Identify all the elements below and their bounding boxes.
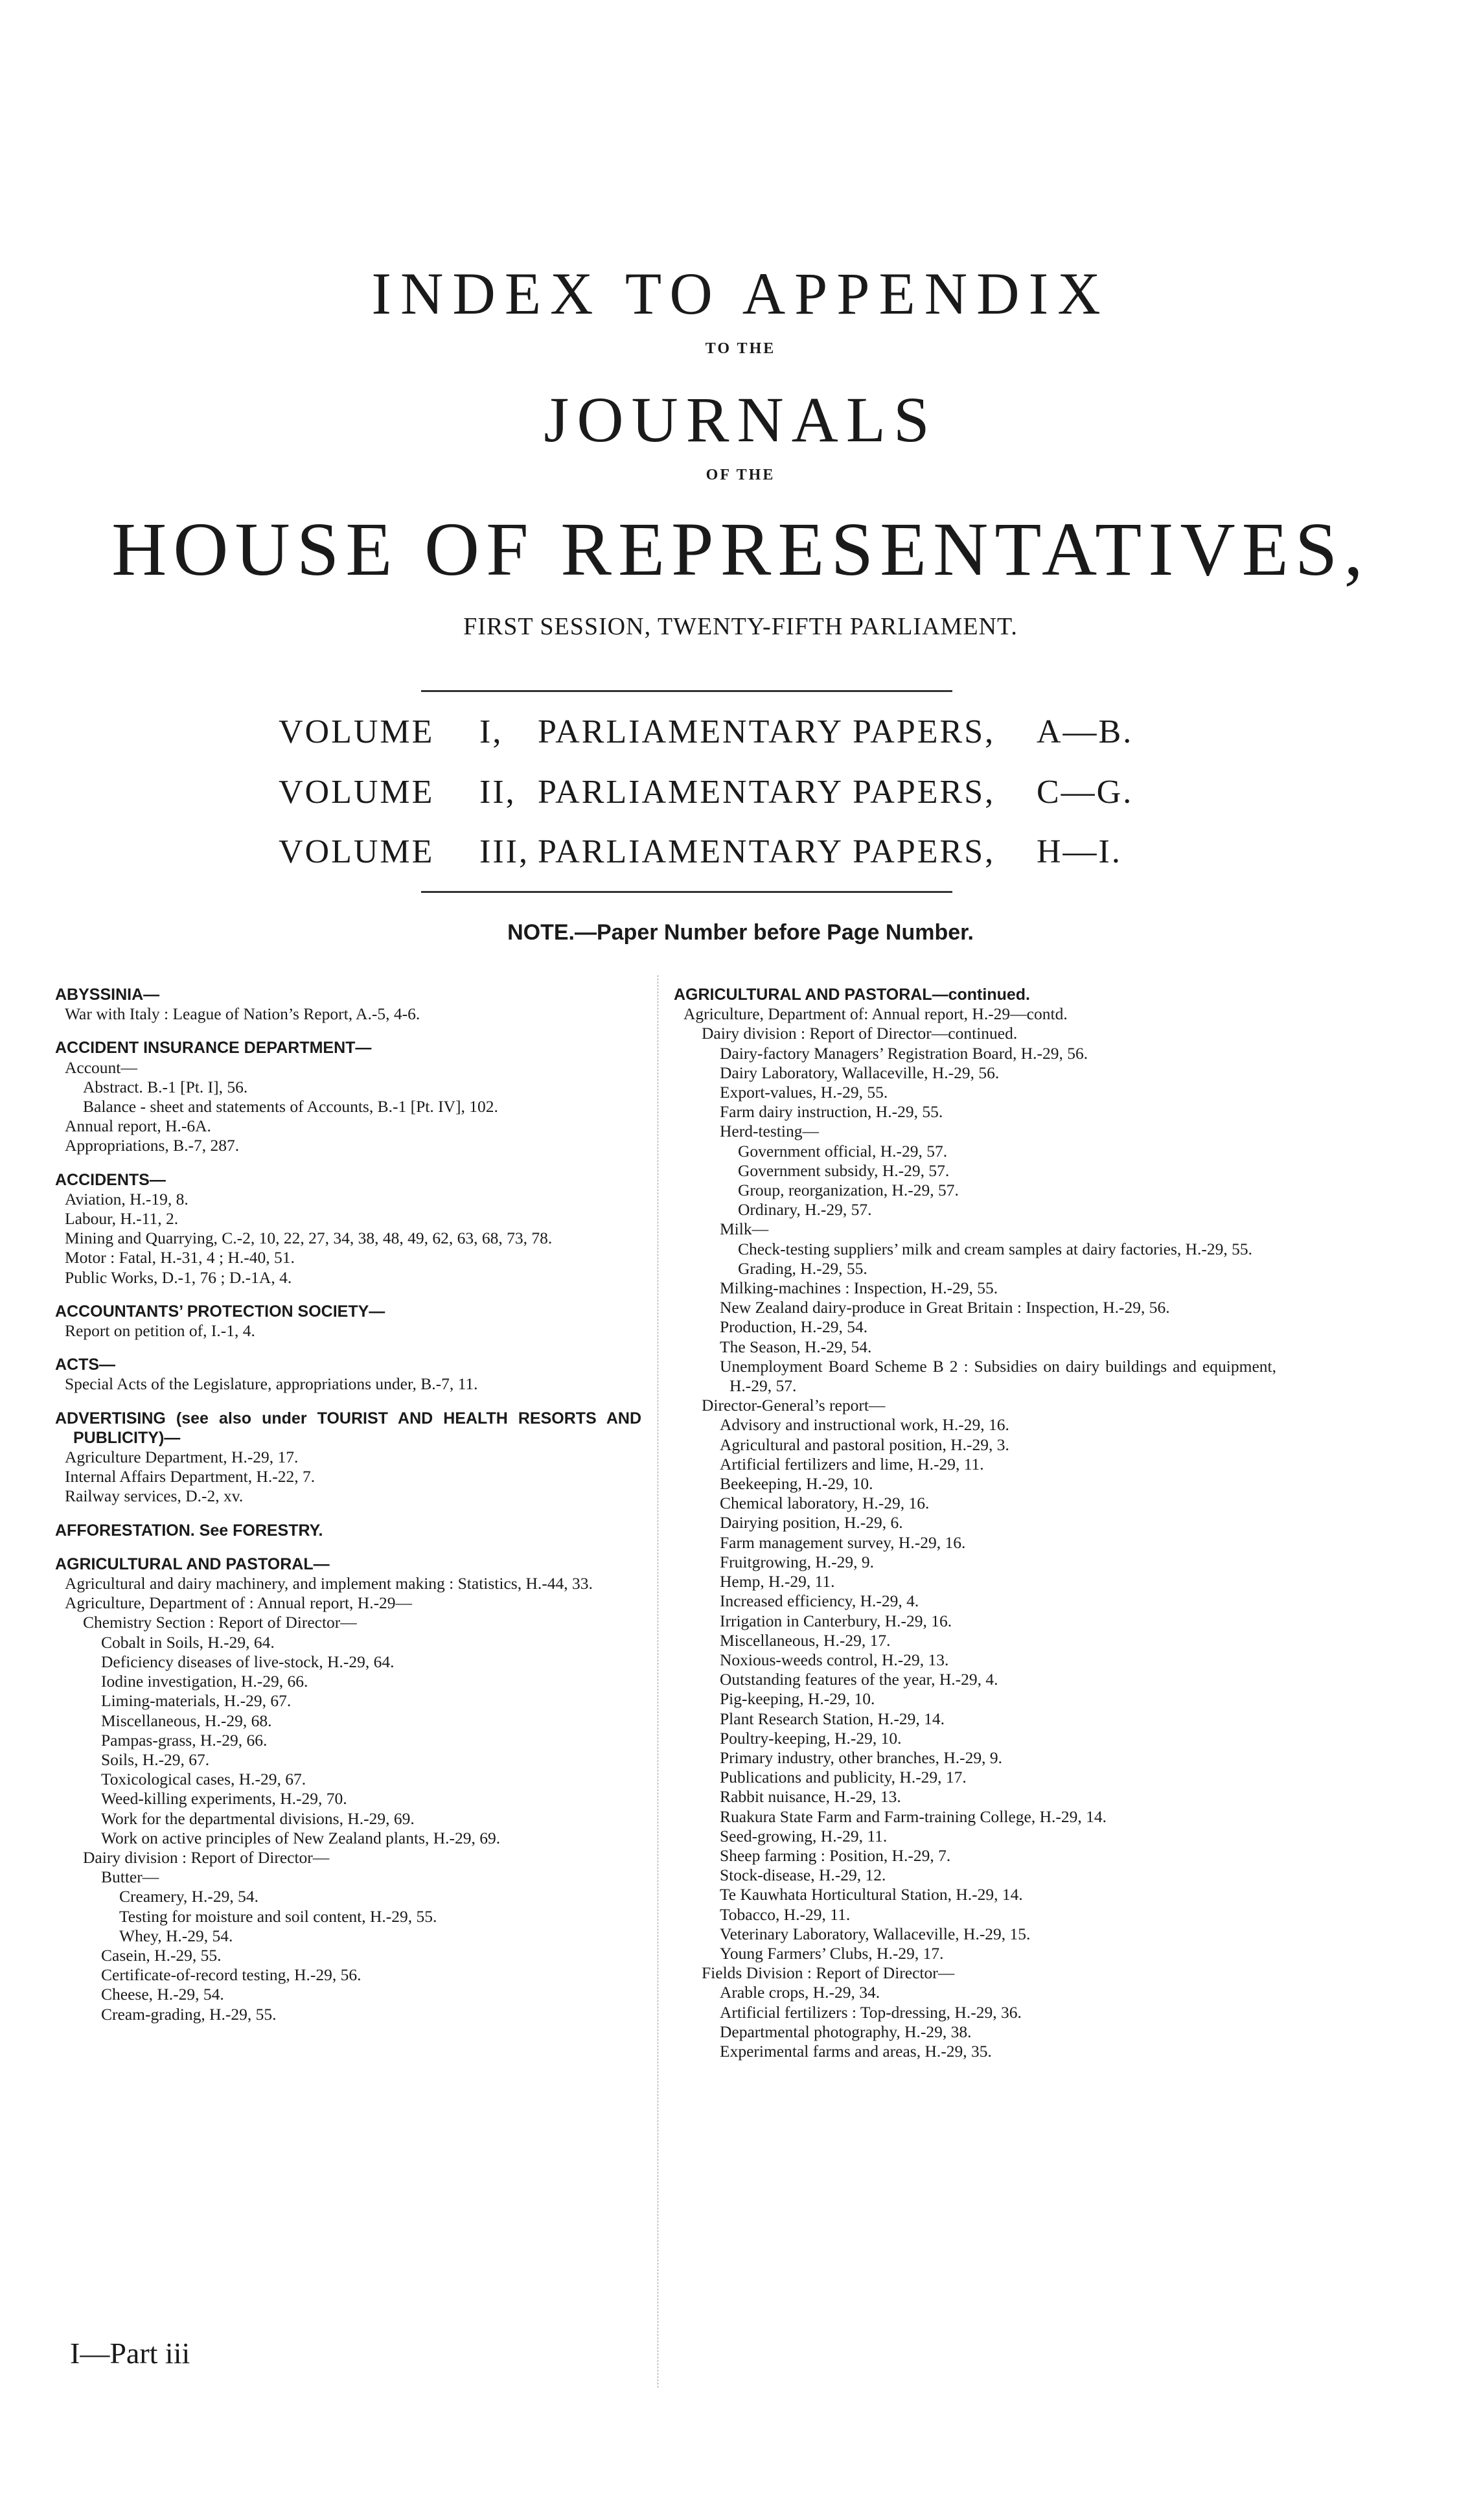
index-entry: Work on active principles of New Zealand plants, H.-29, 69. xyxy=(101,1828,501,1847)
index-entry: Aviation, H.-19, 8. xyxy=(65,1189,189,1208)
index-entry: Mining and Quarrying, C.-2, 10, 22, 27, 34, 38, 48, 49, 62, 63, 68, 73, 78. xyxy=(65,1229,553,1248)
index-entry: New Zealand dairy-produce in Great Britain : Inspection, H.-29, 56. xyxy=(720,1298,1170,1317)
index-entry: Agriculture Department, H.-29, 17. xyxy=(65,1448,299,1467)
volume-number: II, xyxy=(479,774,516,811)
index-entry: Public Works, D.-1, 76 ; D.-1A, 4. xyxy=(65,1267,292,1287)
volume-line-3 xyxy=(279,833,1122,871)
index-heading: AGRICULTURAL AND PASTORAL—continued. xyxy=(674,986,1030,1004)
index-entry: Noxious-weeds control, H.-29, 13. xyxy=(720,1650,949,1669)
index-entry: Rabbit nuisance, H.-29, 13. xyxy=(720,1787,901,1807)
index-entry: Government official, H.-29, 57. xyxy=(738,1141,948,1161)
title-index-to-appendix: INDEX TO APPENDIX xyxy=(371,260,1110,327)
index-entry: Hemp, H.-29, 11. xyxy=(720,1572,835,1591)
index-entry: Ordinary, H.-29, 57. xyxy=(738,1200,872,1220)
index-entry: Annual report, H.-6A. xyxy=(65,1116,211,1136)
index-entry: Dairy Laboratory, Wallaceville, H.-29, 56. xyxy=(720,1063,1000,1082)
index-entry: Milk— xyxy=(720,1220,769,1239)
index-entry: War with Italy : League of Nation’s Report, A.-5, 4-6. xyxy=(65,1004,420,1024)
index-entry: Arable crops, H.-29, 34. xyxy=(720,1983,880,2002)
index-entry: Unemployment Board Scheme B 2 : Subsidies on dairy buildings and equipment, H.-29, 57. xyxy=(720,1356,1276,1396)
title-house-of-representatives: HOUSE OF REPRESENTATIVES, xyxy=(111,507,1370,592)
index-entry: Stock-disease, H.-29, 12. xyxy=(720,1866,886,1885)
index-entry: Artificial fertilizers : Top-dressing, H.-29, 36. xyxy=(720,2002,1022,2022)
index-entry: Miscellaneous, H.-29, 17. xyxy=(720,1630,891,1650)
volume-line-1 xyxy=(279,713,1133,751)
index-entry: Publications and publicity, H.-29, 17. xyxy=(720,1768,967,1787)
note-line: NOTE.—Paper Number before Page Number. xyxy=(507,920,974,945)
index-entry: The Season, H.-29, 54. xyxy=(720,1337,872,1356)
footer-part-label: I—Part iii xyxy=(70,2337,190,2370)
index-entry: Increased efficiency, H.-29, 4. xyxy=(720,1591,919,1611)
index-heading: ACCOUNTANTS’ PROTECTION SOCIETY— xyxy=(55,1302,385,1321)
top-rule xyxy=(421,690,952,692)
index-entry: Dairying position, H.-29, 6. xyxy=(720,1513,903,1532)
index-entry: Agriculture, Department of: Annual report, H.-29—contd. xyxy=(683,1004,1068,1024)
index-entry: Testing for moisture and soil content, H.-29, 55. xyxy=(119,1906,437,1926)
index-entry: Iodine investigation, H.-29, 66. xyxy=(101,1672,308,1691)
index-entry: Government subsidy, H.-29, 57. xyxy=(738,1161,950,1180)
volume-range: H—I. xyxy=(1037,833,1122,870)
index-entry: Weed-killing experiments, H.-29, 70. xyxy=(101,1789,347,1809)
index-entry: Veterinary Laboratory, Wallaceville, H.-29, 15. xyxy=(720,1924,1031,1943)
volume-line-2 xyxy=(279,773,1133,811)
index-entry: Herd-testing— xyxy=(720,1122,819,1141)
index-entry: Dairy division : Report of Director—continued. xyxy=(702,1024,1018,1043)
index-entry: Special Acts of the Legislature, appropriations under, B.-7, 11. xyxy=(65,1374,478,1394)
index-entry: Soils, H.-29, 67. xyxy=(101,1750,210,1769)
index-entry: Farm management survey, H.-29, 16. xyxy=(720,1532,966,1552)
index-entry: Export-values, H.-29, 55. xyxy=(720,1083,888,1102)
index-entry: Pampas-grass, H.-29, 66. xyxy=(101,1730,268,1750)
index-entry: Milking-machines : Inspection, H.-29, 55. xyxy=(720,1278,998,1298)
index-entry: Check-testing suppliers’ milk and cream samples at dairy factories, H.-29, 55. xyxy=(738,1239,1253,1258)
volume-papers: PARLIAMENTARY PAPERS, xyxy=(538,833,996,870)
index-entry: Grading, H.-29, 55. xyxy=(738,1258,867,1278)
index-entry: Young Farmers’ Clubs, H.-29, 17. xyxy=(720,1943,944,1963)
index-heading: ABYSSINIA— xyxy=(55,986,160,1004)
index-entry: Primary industry, other branches, H.-29, 9. xyxy=(720,1748,1003,1767)
bottom-rule xyxy=(421,891,952,893)
volume-range: C—G. xyxy=(1037,774,1134,811)
index-entry: Seed-growing, H.-29, 11. xyxy=(720,1826,888,1845)
index-entry: Account— xyxy=(65,1058,137,1077)
index-entry: Work for the departmental divisions, H.-29, 69. xyxy=(101,1809,415,1828)
volume-papers: PARLIAMENTARY PAPERS, xyxy=(538,713,996,750)
index-column-left xyxy=(55,985,641,2024)
index-entry: Appropriations, B.-7, 287. xyxy=(65,1136,240,1155)
index-entry: Farm dairy instruction, H.-29, 55. xyxy=(720,1102,943,1122)
index-column-right xyxy=(674,985,1276,2061)
index-entry: Ruakura State Farm and Farm-training College, H.-29, 14. xyxy=(720,1807,1107,1826)
index-entry: Outstanding features of the year, H.-29, 4. xyxy=(720,1670,998,1689)
index-heading: AGRICULTURAL AND PASTORAL— xyxy=(55,1555,330,1573)
index-entry: Casein, H.-29, 55. xyxy=(101,1945,222,1965)
index-entry: Artificial fertilizers and lime, H.-29, 11. xyxy=(720,1454,984,1474)
volume-label: VOLUME xyxy=(279,713,435,750)
index-entry: Deficiency diseases of live-stock, H.-29, 64. xyxy=(101,1652,395,1671)
index-entry: Poultry-keeping, H.-29, 10. xyxy=(720,1728,902,1748)
index-entry: Labour, H.-11, 2. xyxy=(65,1209,179,1229)
index-entry: Toxicological cases, H.-29, 67. xyxy=(101,1770,306,1789)
volume-papers: PARLIAMENTARY PAPERS, xyxy=(538,774,996,811)
index-entry: Balance - sheet and statements of Accounts, B.-1 [Pt. IV], 102. xyxy=(83,1097,498,1116)
index-entry: Experimental farms and areas, H.-29, 35. xyxy=(720,2041,992,2061)
index-entry: Cream-grading, H.-29, 55. xyxy=(101,2004,277,2024)
title-of-the: OF THE xyxy=(706,467,775,483)
index-entry: Beekeeping, H.-29, 10. xyxy=(720,1474,873,1494)
index-heading: ACCIDENT INSURANCE DEPARTMENT— xyxy=(55,1039,372,1058)
index-heading: ADVERTISING (see also under TOURIST AND HEALTH RESORTS AND PUBLICITY)— xyxy=(55,1409,641,1447)
index-entry: Dairy division : Report of Director— xyxy=(83,1847,330,1867)
index-entry: Abstract. B.-1 [Pt. I], 56. xyxy=(83,1077,248,1096)
index-entry: Sheep farming : Position, H.-29, 7. xyxy=(720,1845,951,1865)
session-line: FIRST SESSION, TWENTY-FIFTH PARLIAMENT. xyxy=(463,613,1018,640)
index-entry: Departmental photography, H.-29, 38. xyxy=(720,2022,972,2041)
index-entry: Plant Research Station, H.-29, 14. xyxy=(720,1709,945,1728)
index-entry: Liming-materials, H.-29, 67. xyxy=(101,1691,292,1711)
index-entry: Certificate-of-record testing, H.-29, 56. xyxy=(101,1965,362,1985)
index-heading: ACCIDENTS— xyxy=(55,1170,166,1189)
index-entry: Fields Division : Report of Director— xyxy=(702,1963,955,1983)
index-entry: Agricultural and dairy machinery, and implement making : Statistics, H.-44, 33. xyxy=(65,1574,593,1593)
index-entry: Dairy-factory Managers’ Registration Board, H.-29, 56. xyxy=(720,1043,1088,1063)
index-entry: Agricultural and pastoral position, H.-29, 3. xyxy=(720,1435,1009,1454)
index-entry: Motor : Fatal, H.-31, 4 ; H.-40, 51. xyxy=(65,1248,295,1267)
index-entry: Advisory and instructional work, H.-29, 16. xyxy=(720,1415,1009,1435)
index-entry: Internal Affairs Department, H.-22, 7. xyxy=(65,1467,316,1486)
volume-label: VOLUME xyxy=(279,774,435,811)
index-entry: Chemistry Section : Report of Director— xyxy=(83,1613,357,1632)
volume-number: I, xyxy=(479,713,503,750)
index-entry: Cobalt in Soils, H.-29, 64. xyxy=(101,1632,275,1652)
index-entry: Irrigation in Canterbury, H.-29, 16. xyxy=(720,1611,952,1630)
volume-number: III, xyxy=(479,833,529,870)
index-entry: Group, reorganization, H.-29, 57. xyxy=(738,1181,959,1200)
index-entry: Chemical laboratory, H.-29, 16. xyxy=(720,1494,930,1513)
volume-range: A—B. xyxy=(1037,713,1134,750)
index-entry: Te Kauwhata Horticultural Station, H.-29, 14. xyxy=(720,1885,1023,1904)
index-heading: ACTS— xyxy=(55,1356,116,1374)
index-entry: Railway services, D.-2, xv. xyxy=(65,1486,244,1506)
title-to-the: TO THE xyxy=(705,340,776,357)
index-entry: Cheese, H.-29, 54. xyxy=(101,1985,224,2004)
index-entry: Tobacco, H.-29, 11. xyxy=(720,1904,851,1924)
volume-label: VOLUME xyxy=(279,833,435,870)
title-journals: JOURNALS xyxy=(544,384,937,456)
index-entry: Fruitgrowing, H.-29, 9. xyxy=(720,1552,874,1571)
index-entry: Whey, H.-29, 54. xyxy=(119,1926,233,1945)
index-entry: Creamery, H.-29, 54. xyxy=(119,1887,259,1906)
index-entry: Agriculture, Department of : Annual report, H.-29— xyxy=(65,1593,413,1613)
index-entry: Pig-keeping, H.-29, 10. xyxy=(720,1689,875,1709)
index-heading: AFFORESTATION. See FORESTRY. xyxy=(55,1521,323,1540)
index-entry: Production, H.-29, 54. xyxy=(720,1317,868,1337)
index-entry: Director-General’s report— xyxy=(702,1396,886,1415)
index-entry: Butter— xyxy=(101,1867,159,1887)
index-entry: Miscellaneous, H.-29, 68. xyxy=(101,1711,272,1730)
index-entry: Report on petition of, I.-1, 4. xyxy=(65,1321,255,1341)
